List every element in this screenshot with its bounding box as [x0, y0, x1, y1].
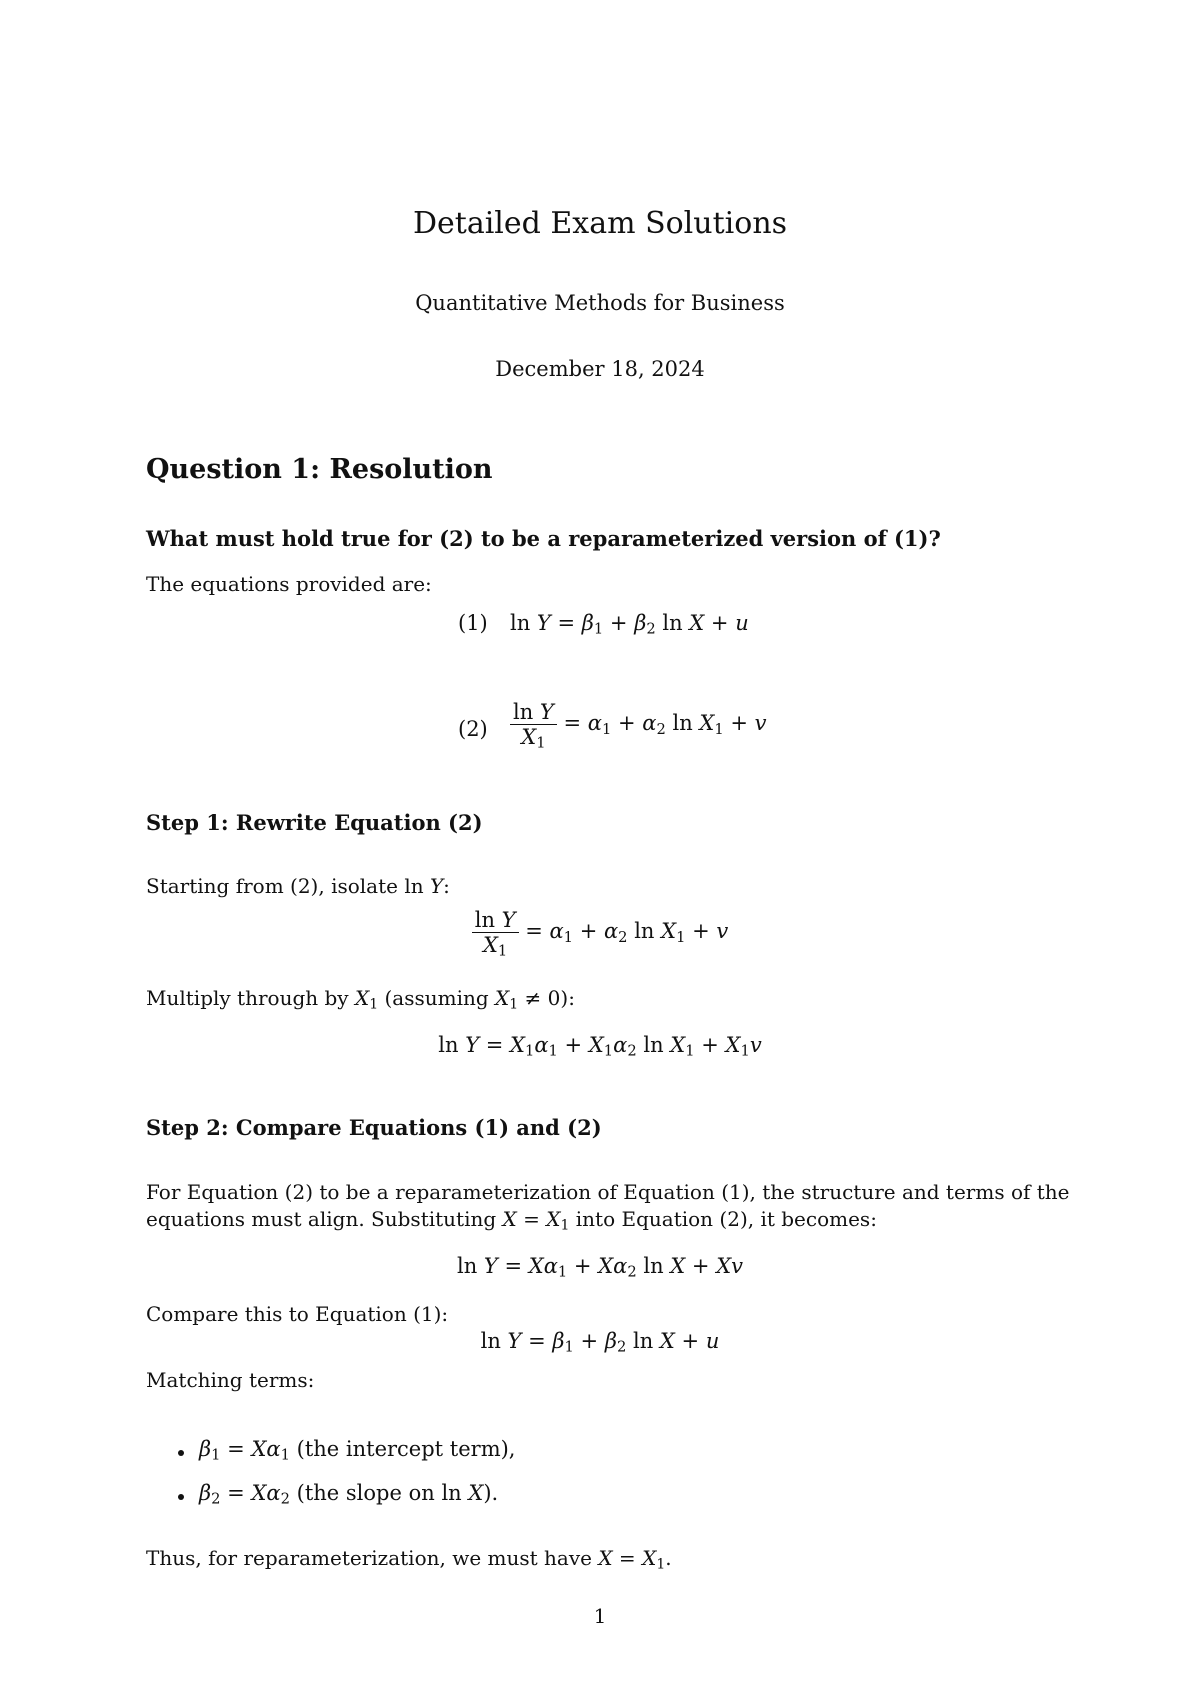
step2-compare-text: Compare this to Equation (1): — [146, 1302, 449, 1326]
course-name: Quantitative Methods for Business — [415, 291, 785, 315]
question-heading: Question 1: Resolution — [146, 454, 493, 485]
step1-equation-a: $\frac{\text{ln Y}}{X_1}$ = $\alpha_1 + \alpha_2$ $\ln X_1 + v$ — [0, 908, 1200, 957]
intro-text: The equations provided are: — [146, 572, 432, 596]
step2-equation-substituted: $\ln Y = X\alpha_1 + X\alpha_2$ ln X + Xv — [456, 1254, 744, 1281]
equation-2: $\frac{\text{ln Y}}{X_1}$ = $\alpha_1 + \alpha_2$ $\ln X_1 + v$ — [510, 700, 767, 749]
bullet-marker — [178, 1494, 184, 1500]
conclusion-text: Thus, for reparameterization, we must have $X = X_1$. — [146, 1546, 672, 1573]
step2-paragraph-line1: For Equation (2) to be a reparameterization of Equation (1), the structure and terms of the — [146, 1180, 1070, 1204]
step1-heading: Step 1: Rewrite Equation (2) — [146, 810, 483, 835]
page-number: 1 — [593, 1604, 607, 1628]
document-title: Detailed Exam Solutions — [412, 206, 788, 241]
equation-tag-2: (2) — [458, 717, 488, 741]
step1-intro: Starting from (2), isolate ln Y: — [146, 874, 450, 898]
bullet-item-intercept: $\beta_1 = X\alpha_1$ (the intercept term), — [199, 1437, 516, 1464]
step2-paragraph-line2: equations must align. Substituting $X = X_1$ into Equation (2), it becomes: — [146, 1207, 877, 1234]
step2-heading: Step 2: Compare Equations (1) and (2) — [146, 1115, 602, 1140]
equation-1: $\ln Y = \beta_1 + \beta_2$ ln X + u — [510, 611, 749, 638]
question-prompt: What must hold true for (2) to be a reparameterized version of (1)? — [146, 526, 941, 551]
step2-equation-1: $\ln Y = \beta_1 + \beta_2$ ln X + u — [480, 1329, 720, 1356]
step1-equation-b: $\ln Y = X_1\alpha_1 + X_1\alpha_2$ $\ln X_1 + X_1v$ — [438, 1033, 762, 1060]
bullet-item-slope: $\beta_2 = X\alpha_2$ (the slope on ln X). — [199, 1481, 499, 1508]
bullet-marker — [178, 1450, 184, 1456]
equation-tag-1: (1) — [458, 611, 488, 635]
document-date: December 18, 2024 — [495, 357, 705, 381]
step1-multiply: Multiply through by $X_1$ (assuming $X_1 \ne 0$): — [146, 986, 575, 1013]
step2-matching-text: Matching terms: — [146, 1368, 315, 1392]
